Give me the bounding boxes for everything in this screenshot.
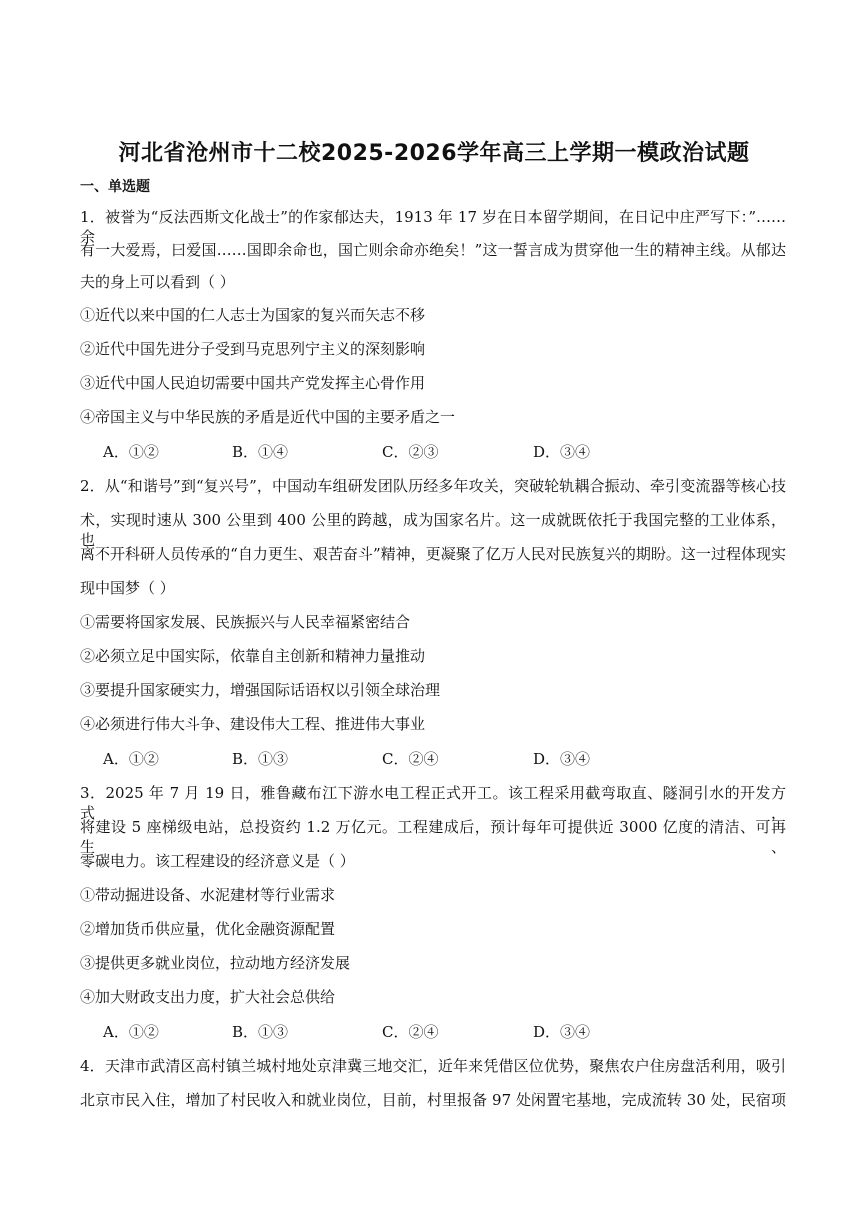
question-1-option-a[interactable]: A．①② [103,443,159,461]
question-1-stem-line-2: 有一大爱焉，曰爱国……国即余命也，国亡则余命亦绝矣！”这一誓言成为贯穿他一生的精神主线。从郁达 [80,241,786,259]
question-2-stem-line-4: 现中国梦（ ） [80,579,175,597]
question-4-stem-line-2: 北京市民入住，增加了村民收入和就业岗位，目前，村里报备 97 处闲置宅基地，完成流转 30 处，民宿项 [80,1091,786,1109]
question-1-item-4: ④帝国主义与中华民族的矛盾是近代中国的主要矛盾之一 [80,408,456,426]
question-3-item-3: ③提供更多就业岗位，拉动地方经济发展 [80,954,351,972]
question-1-item-2: ②近代中国先进分子受到马克思列宁主义的深刻影响 [80,340,426,358]
question-1-option-c[interactable]: C．②③ [382,443,439,461]
question-1-stem-line-3: 夫的身上可以看到（ ） [80,273,235,291]
question-2-stem-line-3: 离不开科研人员传承的“自力更生、艰苦奋斗”精神，更凝聚了亿万人民对民族复兴的期盼。这一过程体现实 [80,545,786,563]
question-3-stem-line-2: 将建设 5 座梯级电站，总投资约 1.2 万亿元。工程建成后，预计每年可提供近 3000 亿度的清洁、可再生、 [80,818,786,856]
question-1-stem-line-1: 1．被誉为“反法西斯文化战士”的作家郁达夫，1913 年 17 岁在日本留学期间，在日记中庄严写下：”……余 [80,208,786,246]
question-3-option-a[interactable]: A．①② [103,1023,159,1041]
question-1-option-b[interactable]: B．①④ [232,443,289,461]
question-2-option-d[interactable]: D．③④ [533,750,591,768]
question-3-option-c[interactable]: C．②④ [382,1023,439,1041]
question-1-item-1: ①近代以来中国的仁人志士为国家的复兴而矢志不移 [80,306,426,324]
question-2-option-b[interactable]: B．①③ [232,750,289,768]
question-3-option-b[interactable]: B．①③ [232,1023,289,1041]
question-3-option-d[interactable]: D．③④ [533,1023,591,1041]
question-2-item-2: ②必须立足中国实际，依靠自主创新和精神力量推动 [80,647,426,665]
question-1-item-3: ③近代中国人民迫切需要中国共产党发挥主心骨作用 [80,374,426,392]
question-1-option-d[interactable]: D．③④ [533,443,591,461]
question-2-option-a[interactable]: A．①② [103,750,159,768]
question-3-item-2: ②增加货币供应量，优化金融资源配置 [80,920,336,938]
question-3-stem-line-1: 3．2025 年 7 月 19 日，雅鲁藏布江下游水电工程正式开工。该工程采用截弯取直、隧洞引水的开发方式， [80,784,786,822]
question-2-stem-line-1: 2．从“和谐号”到“复兴号”，中国动车组研发团队历经多年攻关，突破轮轨耦合振动、牵引变流器等核心技 [80,477,786,495]
section-heading: 一、单选题 [80,179,150,195]
question-2-option-c[interactable]: C．②④ [382,750,439,768]
question-2-item-3: ③要提升国家硬实力，增强国际话语权以引领全球治理 [80,681,441,699]
question-2-item-1: ①需要将国家发展、民族振兴与人民幸福紧密结合 [80,613,411,631]
question-2-item-4: ④必须进行伟大斗争、建设伟大工程、推进伟大事业 [80,715,426,733]
question-3-item-4: ④加大财政支出力度，扩大社会总供给 [80,988,336,1006]
page-title: 河北省沧州市十二校2025-2026学年高三上学期一模政治试题 [118,141,750,166]
question-3-stem-line-3: 零碳电力。该工程建设的经济意义是（ ） [80,852,355,870]
question-2-stem-line-2: 术，实现时速从 300 公里到 400 公里的跨越，成为国家名片。这一成就既依托于我国完整的工业体系，也 [80,511,786,549]
question-4-stem-line-1: 4．天津市武清区高村镇兰城村地处京津冀三地交汇，近年来凭借区位优势，聚焦农户住房盘活利用，吸引 [80,1057,786,1075]
question-3-item-1: ①带动掘进设备、水泥建材等行业需求 [80,886,336,904]
